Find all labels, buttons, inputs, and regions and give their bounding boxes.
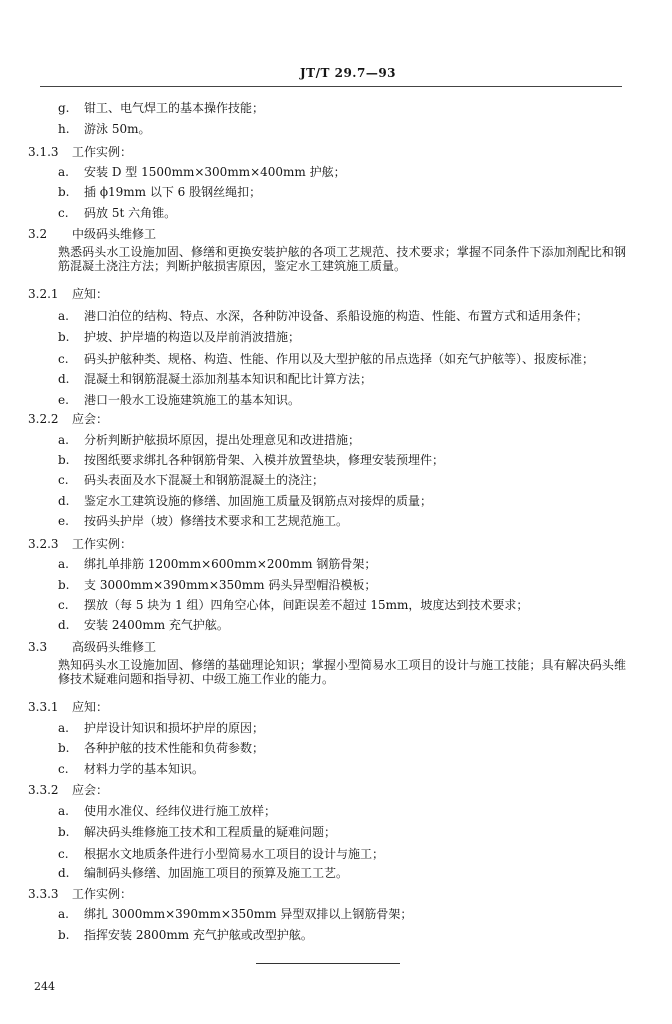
item-marker: a. [58, 165, 69, 179]
item-text: 游泳 50m。 [84, 122, 151, 136]
section-number: 3.3.1 [28, 700, 59, 714]
item-text: 按图纸要求绑扎各种钢筋骨架、入模并放置垫块，修理安装预埋件； [84, 453, 445, 467]
list-item [58, 866, 348, 880]
item-text: 分析判断护舷损坏原因，提出处理意见和改进措施； [84, 433, 361, 447]
item-text: 根据水文地质条件进行小型简易水工项目的设计与施工； [84, 847, 385, 861]
section-number: 3.2.3 [28, 537, 59, 551]
item-text: 使用水准仪、经纬仪进行施工放样； [84, 804, 277, 818]
list-item [58, 330, 300, 344]
section-title: 工作实例： [72, 145, 133, 159]
list-item [58, 825, 336, 839]
section-heading [28, 412, 108, 426]
item-text: 护坡、护岸墙的构造以及岸前消波措施； [84, 330, 301, 344]
item-text: 码头表面及水下混凝土和钢筋混凝土的浇注； [84, 473, 325, 487]
list-item [58, 101, 264, 115]
list-item [58, 473, 324, 487]
list-item [58, 352, 594, 366]
list-item [58, 804, 276, 818]
item-marker: d. [58, 618, 70, 632]
list-item [58, 741, 264, 755]
section-heading [28, 640, 156, 654]
item-marker: d. [58, 866, 70, 880]
footer-rule [256, 963, 400, 964]
list-item [58, 762, 204, 776]
item-marker: c. [58, 762, 69, 776]
item-text: 绑扎单排筋 1200mm×600mm×200mm 钢筋骨架； [84, 557, 377, 571]
item-marker: b. [58, 453, 70, 467]
section-number: 3.1.3 [28, 145, 59, 159]
item-text: 码放 5t 六角锥。 [84, 206, 177, 220]
paragraph-text: 熟悉码头水工设施加固、修缮和更换安装护舷的各项工艺规范、技术要求；掌握不同条件下添加剂配比和钢筋混凝土浇注方法；判断护舷损害原因，鉴定水工建筑施工质量。 [58, 245, 626, 273]
item-text: 各种护舷的技术性能和负荷参数； [84, 741, 265, 755]
item-text: 编制码头修缮、加固施工项目的预算及施工工艺。 [84, 866, 349, 880]
list-item [58, 578, 376, 592]
list-item [58, 309, 588, 323]
section-heading [28, 783, 108, 797]
item-text: 钳工、电气焊工的基本操作技能； [84, 101, 265, 115]
section-number: 3.3.2 [28, 783, 59, 797]
page-number: 244 [34, 980, 55, 993]
section-heading [28, 287, 108, 301]
list-item [58, 557, 376, 571]
list-item [58, 372, 372, 386]
item-text: 护岸设计知识和损坏护岸的原因； [84, 721, 265, 735]
paragraph [58, 245, 626, 273]
item-marker: b. [58, 741, 70, 755]
item-text: 鉴定水工建筑设施的修缮、加固施工质量及钢筋点对接焊的质量； [84, 494, 433, 508]
section-heading [28, 887, 132, 901]
item-marker: a. [58, 557, 69, 571]
item-marker: c. [58, 206, 69, 220]
item-text: 港口泊位的结构、特点、水深，各种防冲设备、系船设施的构造、性能、布置方式和适用条件； [84, 309, 589, 323]
list-item [58, 393, 300, 407]
item-marker: a. [58, 804, 69, 818]
section-title: 高级码头维修工 [72, 640, 157, 654]
section-title: 应知： [72, 700, 109, 714]
section-heading [28, 700, 108, 714]
item-marker: b. [58, 578, 70, 592]
list-item [58, 721, 264, 735]
item-text: 解决码头维修施工技术和工程质量的疑难问题； [84, 825, 337, 839]
item-marker: d. [58, 494, 70, 508]
list-item [58, 847, 384, 861]
item-marker: e. [58, 393, 69, 407]
item-marker: c. [58, 598, 69, 612]
section-title: 应会： [72, 783, 109, 797]
item-text: 指挥安装 2800mm 充气护舷或改型护舷。 [84, 928, 313, 942]
item-marker: a. [58, 721, 69, 735]
item-text: 安装 D 型 1500mm×300mm×400mm 护舷； [84, 165, 346, 179]
item-marker: e. [58, 514, 69, 528]
list-item [58, 928, 313, 942]
section-title: 应知： [72, 287, 109, 301]
section-number: 3.3.3 [28, 887, 59, 901]
item-text: 绑扎 3000mm×390mm×350mm 异型双排以上钢筋骨架； [84, 907, 413, 921]
item-text: 支 3000mm×390mm×350mm 码头异型帽沿模板； [84, 578, 377, 592]
section-number: 3.2.2 [28, 412, 59, 426]
item-marker: b. [58, 330, 70, 344]
list-item [58, 453, 444, 467]
header-rule [40, 86, 622, 87]
item-marker: g. [58, 101, 70, 115]
item-marker: b. [58, 928, 70, 942]
section-heading [28, 537, 132, 551]
section-title: 应会： [72, 412, 109, 426]
section-number: 3.2.1 [28, 287, 59, 301]
item-marker: c. [58, 352, 69, 366]
paragraph-text: 熟知码头水工设施加固、修缮的基础理论知识；掌握小型简易水工项目的设计与施工技能；具有解决码头维修技术疑难问题和指导初、中级工施工作业的能力。 [58, 658, 626, 686]
section-number: 3.2 [28, 227, 48, 241]
section-title: 中级码头维修工 [72, 227, 157, 241]
item-marker: a. [58, 309, 69, 323]
list-item [58, 185, 261, 199]
list-item [58, 433, 360, 447]
item-marker: a. [58, 433, 69, 447]
item-marker: c. [58, 847, 69, 861]
paragraph [58, 658, 626, 686]
list-item [58, 165, 346, 179]
item-marker: a. [58, 907, 69, 921]
item-text: 按码头护岸（坡）修缮技术要求和工艺规范施工。 [84, 514, 349, 528]
item-text: 材料力学的基本知识。 [84, 762, 205, 776]
item-marker: c. [58, 473, 69, 487]
list-item [58, 122, 150, 136]
list-item [58, 618, 229, 632]
list-item [58, 494, 432, 508]
list-item [58, 907, 412, 921]
list-item [58, 598, 528, 612]
item-text: 码头护舷种类、规格、构造、性能、作用以及大型护舷的吊点选择（如充气护舷等）、报废标准； [84, 352, 595, 366]
item-text: 港口一般水工设施建筑施工的基本知识。 [84, 393, 301, 407]
section-number: 3.3 [28, 640, 48, 654]
item-marker: b. [58, 185, 70, 199]
list-item [58, 514, 348, 528]
section-heading [28, 227, 156, 241]
item-marker: b. [58, 825, 70, 839]
item-marker: d. [58, 372, 70, 386]
standard-code-header: JT/T 29.7—93 [300, 66, 397, 80]
section-title: 工作实例： [72, 537, 133, 551]
section-title: 工作实例： [72, 887, 133, 901]
item-text: 摆放（每 5 块为 1 组）四角空心体，间距误差不超过 15mm，坡度达到技术要求； [84, 598, 529, 612]
item-text: 混凝土和钢筋混凝土添加剂基本知识和配比计算方法； [84, 372, 373, 386]
section-heading [28, 145, 132, 159]
list-item [58, 206, 176, 220]
item-text: 安装 2400mm 充气护舷。 [84, 618, 229, 632]
item-marker: h. [58, 122, 70, 136]
item-text: 插 ϕ19mm 以下 6 股钢丝绳扣； [84, 185, 262, 199]
